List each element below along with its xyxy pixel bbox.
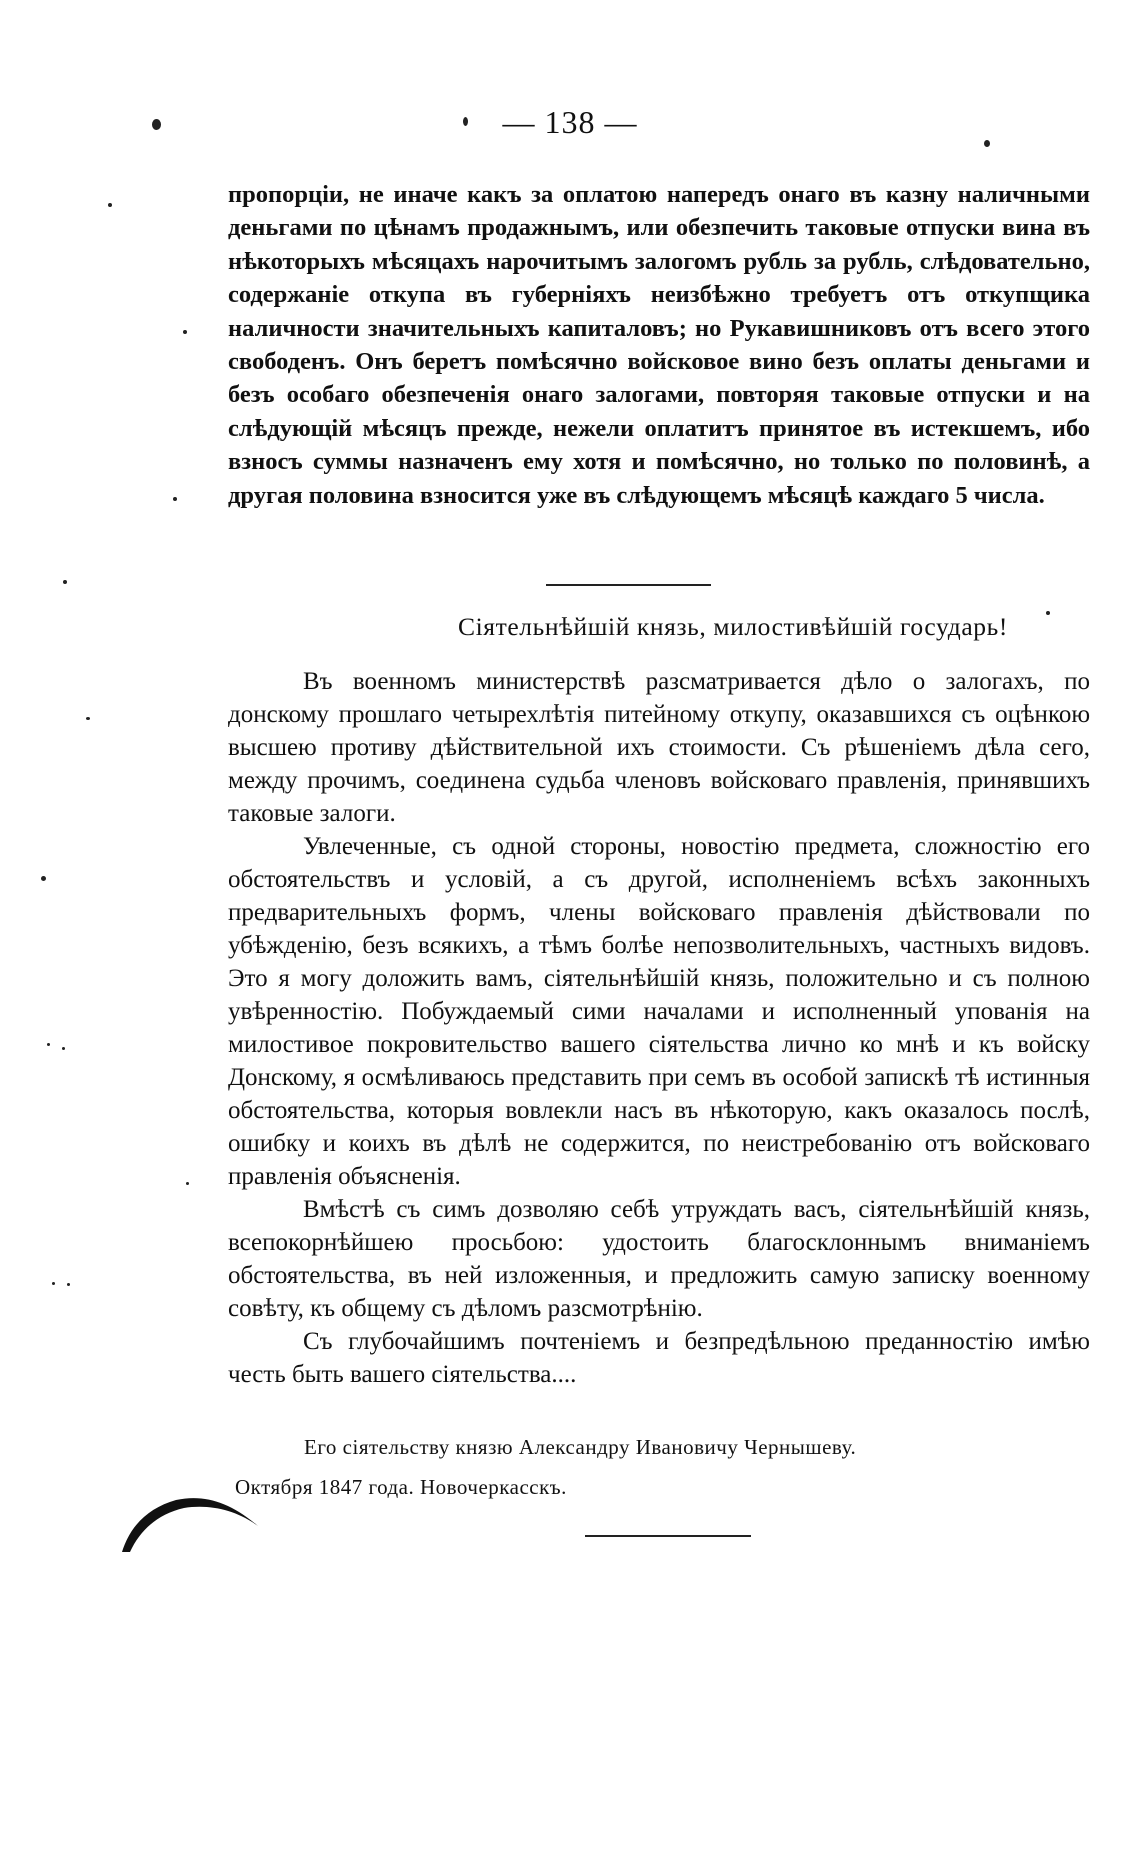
letter-paragraph: Съ глубочайшимъ почтеніемъ и безпредѣльною преданностію имѣю честь быть вашего сіятельства....	[228, 1328, 1090, 1388]
letter-body	[228, 665, 1090, 1391]
scan-speck	[173, 497, 177, 501]
scan-speck	[984, 140, 990, 147]
scan-speck	[86, 717, 90, 720]
scan-speck	[108, 203, 112, 207]
page-number: — 138 —	[502, 104, 638, 140]
scan-speck	[186, 1182, 189, 1185]
scan-speck	[52, 1282, 55, 1285]
scan-speck	[152, 119, 161, 130]
scan-speck	[47, 1043, 50, 1046]
section-divider	[546, 584, 711, 586]
letter-paragraph: Въ военномъ министерствѣ разсматривается дѣло о залогахъ, по донскому прошлаго четырехлѣтія питейному откупу, оказавшихся съ оцѣнкою высшею противу дѣйствительной ихъ стоимости. Съ рѣшеніемъ дѣла сего, между прочимъ, соединена судьба членовъ войсковаго правленія, принявшихъ таковые залоги.	[228, 668, 1090, 827]
body-text-top	[228, 178, 1090, 512]
scan-speck	[463, 117, 468, 126]
paragraph-continued: пропорціи, не иначе какъ за оплатою напередъ онаго въ казну наличными деньгами по цѣнамъ продажнымъ, или обезпечить таковые отпуски вина въ нѣкоторыхъ мѣсяцахъ нарочитымъ залогомъ рубль за рубль, слѣдовательно, содержаніе откупа въ губерніяхъ неизбѣжно требуетъ отъ откупщика наличности значительныхъ капиталовъ; но Рукавишниковъ отъ всего этого свободенъ. Онъ беретъ помѣсячно войсковое вино безъ оплаты деньгами и безъ особаго обезпеченія онаго залогами, повторяя таковые отпуски и на слѣдующій мѣсяцъ прежде, нежели оплатитъ принятое въ истекшемъ, ибо взносъ суммы назначенъ ему хотя и помѣсячно, но только по половинѣ, а другая половина взносится уже въ слѣдующемъ мѣсяцѣ каждаго 5 числа.	[228, 181, 1090, 509]
scan-speck	[183, 330, 187, 334]
scan-smudge-mark	[118, 1486, 268, 1556]
letter-dateline: Октября 1847 года. Новочеркасскъ.	[235, 1475, 567, 1499]
end-divider	[585, 1535, 751, 1537]
letter-paragraph: Увлеченные, съ одной стороны, новостію предмета, сложностію его обстоятельствъ и условій, а съ другой, исполненіемъ всѣхъ законныхъ предварительныхъ формъ, члены войсковаго правленія дѣйствовали по убѣжденію, безъ всякихъ, а тѣмъ болѣе непозволительныхъ, частныхъ видовъ. Это я могу доложить вамъ, сіятельнѣйшій князь, положительно и съ полною увѣренностію. Побуждаемый сими началами и исполненный упованія на милостивое покровительство вашего сіятельства лично ко мнѣ и къ войску Донскому, я осмѣливаюсь представить при семъ въ особой запискѣ тѣ истинныя обстоятельства, которыя вовлекли насъ въ нѣкоторую, какъ оказалось послѣ, ошибку и коихъ въ дѣлѣ не содержится, по неистребованію отъ войсковаго правленія объясненія.	[228, 833, 1090, 1190]
scan-speck	[1046, 611, 1050, 615]
scan-speck	[63, 580, 67, 584]
scan-speck	[67, 1283, 70, 1286]
letter-paragraph: Вмѣстѣ съ симъ дозволяю себѣ утруждать васъ, сіятельнѣйшій князь, всепокорнѣйшею просьбою: удостоить благосклоннымъ вниманіемъ обстоятельства, въ ней изложенныя, и предложить самую записку военному совѣту, къ общему съ дѣломъ разсмотрѣнію.	[228, 1196, 1090, 1322]
scan-speck	[41, 876, 46, 881]
letter-salutation: Сіятельнѣйшій князь, милостивѣйшій государь!	[458, 612, 1008, 641]
letter-addressee: Его сіятельству князю Александру Ивановичу Чернышеву.	[304, 1435, 857, 1459]
scan-speck	[62, 1047, 65, 1050]
